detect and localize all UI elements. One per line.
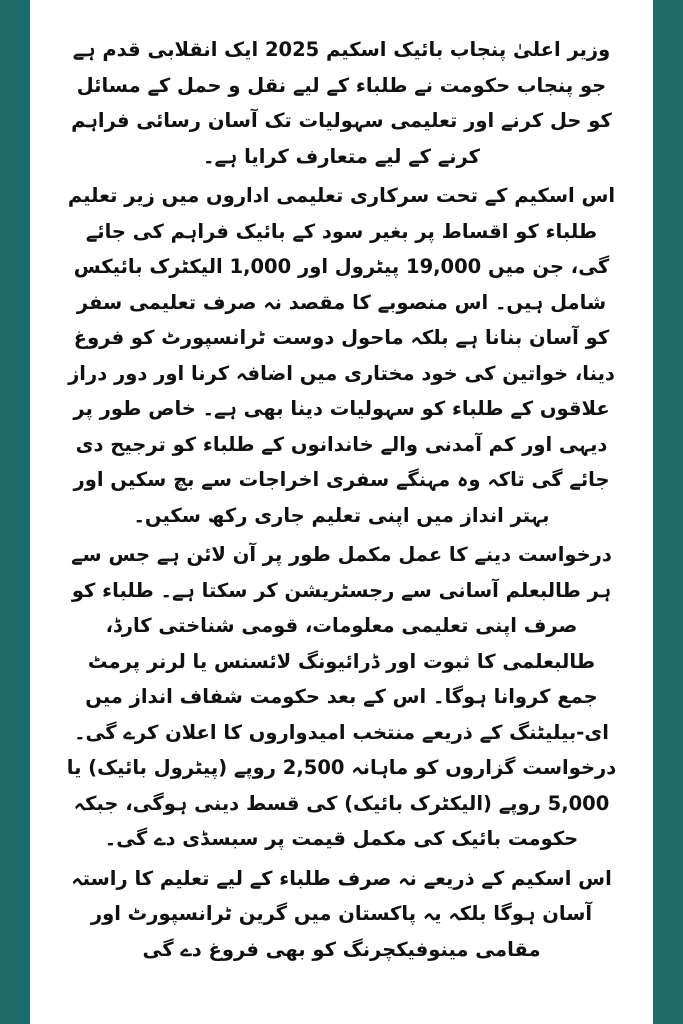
right-border-strip [653,0,683,1024]
article-paragraph-application: درخواست دینے کا عمل مکمل طور پر آن لائن ہے جس سے ہر طالبعلم آسانی سے رجسٹریشن کر سکتا ہے۔ طلباء کو صرف اپنی تعلیمی معلومات، قومی شناختی کارڈ، طالبعلمی کا ثبوت اور ڈرائیونگ لائسنس یا لرنر پرمٹ جمع کروانا ہوگا۔ اس کے بعد حکومت شفاف انداز میں ای-بیلیٹنگ کے ذریعے منتخب امیدواروں کا اعلان کرے گی۔ درخواست گزاروں کو ماہانہ 2,500 روپے (پیٹرول بائیک) یا 5,000 روپے (الیکٹرک بائیک) کی قسط دینی ہوگی، جبکہ حکومت بائیک کی مکمل قیمت پر سبسڈی دے گی۔ [66,543,617,850]
article-paragraph-conclusion: اس اسکیم کے ذریعے نہ صرف طلباء کے لیے تعلیم کا راستہ آسان ہوگا بلکہ یہ پاکستان میں گرین ٹرانسپورٹ اور مقامی مینوفیکچرنگ کو بھی فروغ دے گی [71,866,612,961]
article-paragraph-details: اس اسکیم کے تحت سرکاری تعلیمی اداروں میں زیر تعلیم طلباء کو اقساط پر بغیر سود کے بائیک فراہم کی جائے گی، جن میں 19,000 پیٹرول اور 1,000 الیکٹرک بائیکس شامل ہیں۔ اس منصوبے کا مقصد نہ صرف تعلیمی سفر کو آسان بنانا ہے بلکہ ماحول دوست ٹرانسپورٹ کو فروغ دینا، خواتین کی خود مختاری میں اضافہ کرنا اور دور دراز علاقوں کے طلباء کو سہولیات دینا بھی ہے۔ خاص طور پر دیہی اور کم آمدنی والے خاندانوں کے طلباء کو ترجیح دی جائے گی تاکہ وہ مہنگے سفری اخراجات سے بچ سکیں اور بہتر انداز میں اپنی تعلیم جاری رکھ سکیں۔ [67,184,616,527]
left-border-strip [0,0,30,1024]
article-page [30,0,653,1024]
article-paragraph-intro: وزیر اعلیٰ پنجاب بائیک اسکیم 2025 ایک انقلابی قدم ہے جو پنجاب حکومت نے طلباء کے لیے نقل و حمل کے مسائل کو حل کرنے اور تعلیمی سہولیات تک آسان رسائی فراہم کرنے کے لیے متعارف کرایا ہے۔ [71,38,612,168]
